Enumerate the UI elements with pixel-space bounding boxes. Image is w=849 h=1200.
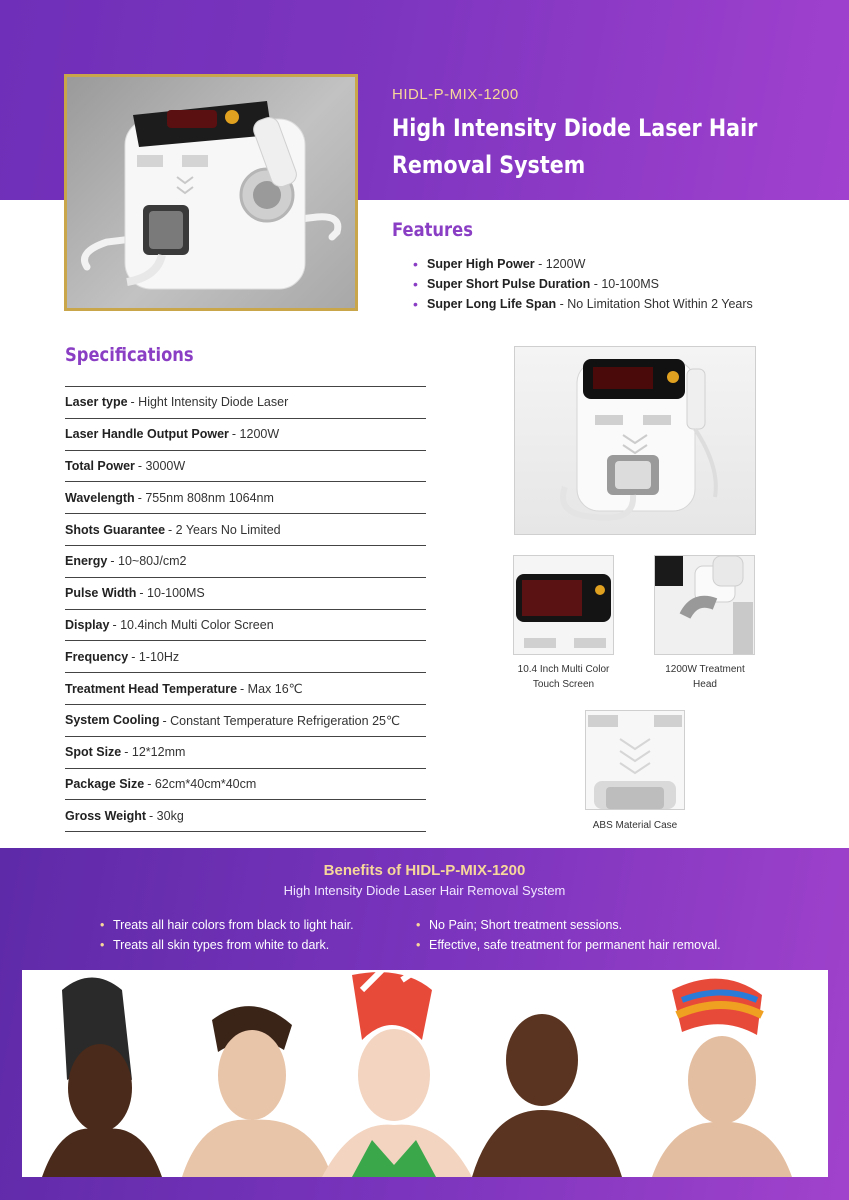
spec-row — [65, 546, 426, 578]
spec-row — [65, 387, 426, 419]
benefit-item: • Treats all hair colors from black to light hair. — [100, 915, 354, 935]
feature-item — [413, 254, 753, 274]
feature-value: - 10-100MS — [590, 277, 659, 291]
specifications-heading: Specifications — [65, 344, 194, 366]
spec-label: Package Size — [65, 776, 145, 791]
hero-product-image — [64, 74, 358, 311]
treatment-head-caption-line2: Head — [693, 679, 717, 690]
feature-item — [413, 274, 753, 294]
spec-label: Spot Size — [65, 745, 122, 760]
abs-case-photo — [585, 710, 685, 810]
benefits-list-right — [416, 915, 721, 955]
touch-screen-caption-line1: 10.4 Inch Multi Color — [517, 664, 610, 675]
spec-value: - 3000W — [137, 458, 186, 473]
product-title: High Intensity Diode Laser Hair Removal System — [392, 114, 758, 179]
features-heading: Features — [392, 219, 473, 241]
benefits-title: Benefits of HIDL-P-MIX-1200 — [323, 862, 526, 879]
spec-label: Laser type — [65, 395, 128, 410]
spec-label: Shots Guarantee — [65, 522, 166, 537]
laser-machine-illustration — [67, 77, 355, 308]
spec-label: Gross Weight — [65, 808, 147, 823]
benefits-list-left — [100, 915, 354, 955]
benefit-item: • Effective, safe treatment for permanent hair removal. — [416, 935, 721, 955]
model-code: HIDL-P-MIX-1200 — [392, 86, 519, 103]
spec-label: Energy — [65, 554, 108, 569]
feature-label: Super Short Pulse Duration — [427, 277, 591, 291]
treatment-head-illustration — [655, 556, 754, 654]
spec-label: Frequency — [65, 649, 129, 664]
features-list — [413, 254, 753, 314]
touch-screen-photo — [513, 555, 614, 655]
spec-value: - 10.4inch Multi Color Screen — [112, 617, 274, 632]
spec-label: Total Power — [65, 458, 135, 473]
spec-row — [65, 800, 426, 832]
spec-row — [65, 737, 426, 769]
abs-case-illustration — [586, 711, 684, 809]
benefit-item: • Treats all skin types from white to dark. — [100, 935, 354, 955]
spec-value: - Max 16℃ — [240, 682, 303, 697]
spec-value: - 1-10Hz — [131, 649, 180, 664]
spec-row — [65, 641, 426, 673]
treatment-head-photo — [654, 555, 755, 655]
spec-label: Display — [65, 617, 110, 632]
spec-row — [65, 705, 426, 737]
product-front-photo — [514, 346, 756, 535]
spec-row — [65, 610, 426, 642]
feature-label: Super High Power — [427, 257, 535, 271]
machine-front-illustration — [515, 347, 755, 534]
feature-label: Super Long Life Span — [427, 297, 557, 311]
spec-row — [65, 578, 426, 610]
spec-row — [65, 482, 426, 514]
spec-label: Treatment Head Temperature — [65, 681, 238, 696]
models-illustration — [22, 970, 828, 1177]
spec-row — [65, 673, 426, 705]
spec-value: - 30kg — [149, 808, 184, 823]
spec-value: - 2 Years No Limited — [168, 522, 281, 537]
spec-row — [65, 419, 426, 451]
spec-row — [65, 514, 426, 546]
specifications-table — [65, 386, 426, 832]
spec-row — [65, 451, 426, 483]
abs-case-caption: ABS Material Case — [592, 820, 678, 831]
spec-value: - 10~80J/cm2 — [110, 554, 187, 569]
feature-item — [413, 294, 753, 314]
feature-value: - No Limitation Shot Within 2 Years — [556, 297, 753, 311]
spec-label: System Cooling — [65, 713, 160, 728]
spec-value: - Hight Intensity Diode Laser — [130, 395, 289, 410]
spec-label: Pulse Width — [65, 586, 137, 601]
models-photo — [22, 970, 828, 1177]
benefits-subtitle: High Intensity Diode Laser Hair Removal System — [283, 883, 566, 898]
spec-value: - 1200W — [231, 427, 280, 442]
touch-screen-caption-line2: Touch Screen — [532, 679, 595, 690]
spec-row — [65, 769, 426, 801]
spec-value: - 62cm*40cm*40cm — [147, 776, 257, 791]
spec-value: - 755nm 808nm 1064nm — [137, 490, 274, 505]
spec-value: - 10-100MS — [139, 586, 205, 601]
spec-label: Laser Handle Output Power — [65, 427, 229, 442]
spec-value: - Constant Temperature Refrigeration 25℃ — [162, 713, 401, 728]
touch-screen-illustration — [514, 556, 613, 654]
treatment-head-caption-line1: 1200W Treatment — [665, 664, 745, 675]
benefit-item: • No Pain; Short treatment sessions. — [416, 915, 721, 935]
touch-screen-caption — [500, 662, 627, 692]
spec-label: Wavelength — [65, 490, 135, 505]
spec-value: - 12*12mm — [124, 745, 186, 760]
feature-value: - 1200W — [534, 257, 586, 271]
treatment-head-caption — [645, 662, 765, 692]
